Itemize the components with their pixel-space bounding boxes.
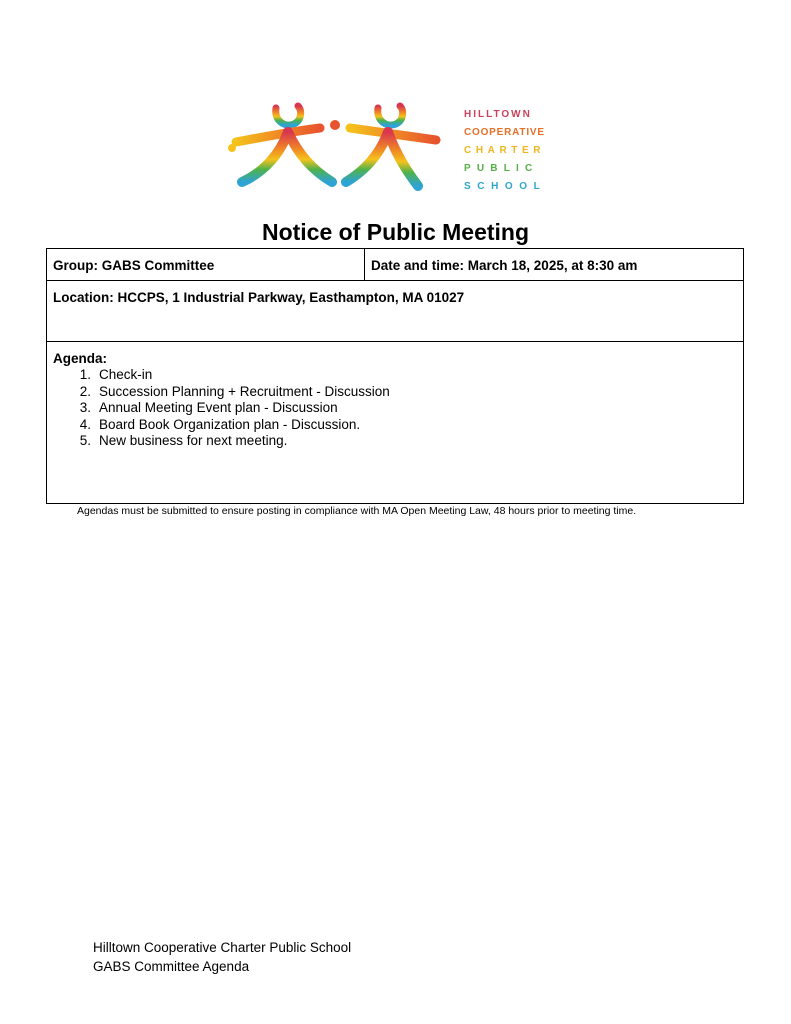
footer-document-name: GABS Committee Agenda [93,958,250,974]
logo-word-cooperative: COOPERATIVE [464,127,545,138]
agenda-cell [47,342,743,503]
agenda-item-text: New business for next meeting. [99,433,288,448]
logo-word-public: PUBLIC [464,163,539,174]
agenda-item-number: 3. [79,400,91,415]
page-footer [93,939,351,976]
table-row [47,281,743,342]
agenda-item-text: Check-in [99,367,153,382]
location-cell: Location: HCCPS, 1 Industrial Parkway, Easthampton, MA 01027 [53,290,465,305]
agenda-item-number: 2. [79,383,91,399]
date-time-cell: Date and time: March 18, 2025, at 8:30 am [371,258,638,273]
logo-figures-icon [228,98,448,194]
table-row [47,249,743,281]
logo-word-hilltown: HILLTOWN [464,109,532,120]
footer-school-name: Hilltown Cooperative Charter Public School [93,940,352,955]
group-cell: Group: GABS Committee [47,249,365,280]
agenda-item-text: Board Book Organization plan - Discussion. [99,416,361,432]
logo-word-charter: CHARTER [464,145,546,156]
agenda-item-text: Succession Planning + Recruitment - Discussion [99,383,390,399]
agenda-item-number: 5. [79,433,91,448]
list-item [53,367,737,384]
logo-word-school: SCHOOL [464,181,547,192]
list-item [53,417,737,434]
page-title: Notice of Public Meeting [261,219,530,245]
school-logo [228,98,568,198]
list-item [53,384,737,401]
logo-wordmark [464,106,574,196]
agenda-label: Agenda: [53,351,107,366]
agenda-item-text: Annual Meeting Event plan - Discussion [99,400,338,415]
agenda-list [53,367,737,450]
posting-footnote: Agendas must be submitted to ensure posting in compliance with MA Open Meeting Law, 48 hours prior to meeting time. [77,505,637,517]
agenda-item-number: 1. [79,367,91,382]
agenda-item-number: 4. [79,416,91,432]
meeting-details-table [46,248,744,504]
list-item [53,400,737,417]
list-item [53,433,737,450]
table-row [47,342,743,503]
